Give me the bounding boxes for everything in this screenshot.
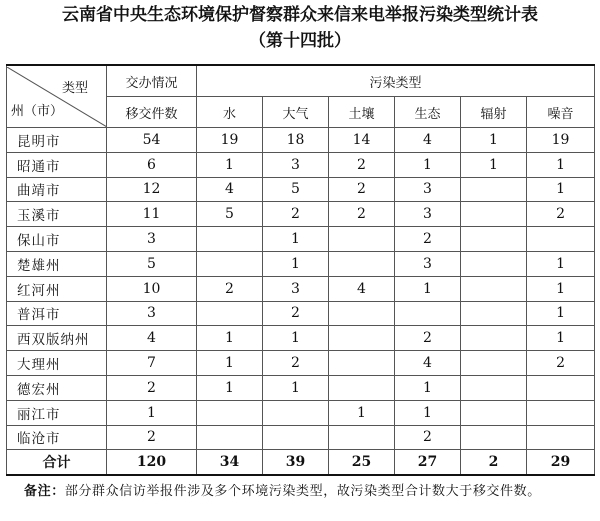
city-cell: 普洱市 [7, 301, 107, 326]
value-cell: 1 [527, 301, 595, 326]
value-cell [329, 425, 395, 450]
value-cell: 3 [395, 202, 461, 227]
city-cell: 红河州 [7, 276, 107, 301]
page-subtitle: （第十四批） [249, 31, 351, 51]
value-cell: 54 [107, 128, 197, 153]
value-cell: 12 [107, 177, 197, 202]
value-cell [461, 326, 527, 351]
value-cell: 7 [107, 351, 197, 376]
column-header-water: 水 [197, 97, 263, 128]
city-cell: 西双版纳州 [7, 326, 107, 351]
value-cell: 2 [107, 425, 197, 450]
value-cell: 4 [329, 276, 395, 301]
value-cell: 5 [107, 251, 197, 276]
city-cell: 昆明市 [7, 128, 107, 153]
value-cell [263, 400, 329, 425]
column-header-air: 大气 [263, 97, 329, 128]
group-header-pollution: 污染类型 [197, 65, 595, 97]
value-cell [461, 276, 527, 301]
total-label: 合计 [7, 450, 107, 476]
table-row [7, 375, 595, 400]
value-cell: 2 [263, 301, 329, 326]
total-cell: 39 [263, 450, 329, 476]
table-row [7, 425, 595, 450]
value-cell: 3 [395, 251, 461, 276]
table-row [7, 326, 595, 351]
table-row [7, 177, 595, 202]
corner-header-cell [7, 65, 107, 128]
group-header-transfer: 交办情况 [107, 65, 197, 97]
value-cell: 4 [197, 177, 263, 202]
value-cell [329, 351, 395, 376]
value-cell: 2 [329, 152, 395, 177]
value-cell [263, 425, 329, 450]
city-cell: 保山市 [7, 227, 107, 252]
value-cell [329, 326, 395, 351]
value-cell [461, 351, 527, 376]
city-cell: 德宏州 [7, 375, 107, 400]
value-cell: 2 [197, 276, 263, 301]
value-cell: 3 [107, 227, 197, 252]
total-cell: 25 [329, 450, 395, 476]
city-cell: 大理州 [7, 351, 107, 376]
value-cell: 3 [263, 152, 329, 177]
footnote-text: 部分群众信访举报件涉及多个环境污染类型，故污染类型合计数大于移交件数。 [64, 484, 541, 499]
city-cell: 楚雄州 [7, 251, 107, 276]
value-cell: 5 [197, 202, 263, 227]
value-cell: 1 [263, 251, 329, 276]
value-cell [197, 251, 263, 276]
value-cell [461, 177, 527, 202]
value-cell [329, 375, 395, 400]
value-cell: 1 [527, 326, 595, 351]
value-cell: 1 [527, 276, 595, 301]
corner-city-label: 州（市） [11, 103, 64, 119]
value-cell: 1 [395, 152, 461, 177]
table-row [7, 351, 595, 376]
value-cell: 1 [107, 400, 197, 425]
value-cell: 2 [395, 227, 461, 252]
value-cell: 1 [263, 326, 329, 351]
value-cell: 10 [107, 276, 197, 301]
value-cell [197, 227, 263, 252]
city-cell: 临沧市 [7, 425, 107, 450]
total-cell: 27 [395, 450, 461, 476]
value-cell: 1 [197, 351, 263, 376]
value-cell: 1 [461, 152, 527, 177]
value-cell [461, 400, 527, 425]
value-cell [461, 375, 527, 400]
value-cell: 1 [527, 251, 595, 276]
value-cell: 18 [263, 128, 329, 153]
city-cell: 丽江市 [7, 400, 107, 425]
value-cell: 3 [107, 301, 197, 326]
value-cell [197, 400, 263, 425]
value-cell: 1 [263, 375, 329, 400]
value-cell: 2 [395, 425, 461, 450]
table-row [7, 276, 595, 301]
value-cell: 4 [395, 128, 461, 153]
total-cell: 120 [107, 450, 197, 476]
value-cell [329, 227, 395, 252]
footnote-label: 备注： [24, 484, 65, 499]
value-cell [461, 251, 527, 276]
value-cell: 5 [263, 177, 329, 202]
table-row [7, 251, 595, 276]
column-header-ecology: 生态 [395, 97, 461, 128]
value-cell: 1 [527, 152, 595, 177]
value-cell [461, 227, 527, 252]
value-cell [527, 375, 595, 400]
table-row [7, 202, 595, 227]
total-cell: 2 [461, 450, 527, 476]
value-cell: 1 [197, 375, 263, 400]
total-cell: 34 [197, 450, 263, 476]
table-row [7, 152, 595, 177]
value-cell: 2 [395, 326, 461, 351]
city-cell: 曲靖市 [7, 177, 107, 202]
page-title: 云南省中央生态环境保护督察群众来信来电举报污染类型统计表 [62, 5, 538, 25]
value-cell: 2 [329, 202, 395, 227]
value-cell: 11 [107, 202, 197, 227]
footnote [24, 482, 594, 502]
value-cell: 2 [263, 202, 329, 227]
value-cell [329, 301, 395, 326]
value-cell: 4 [395, 351, 461, 376]
value-cell [527, 227, 595, 252]
total-row [7, 450, 595, 476]
column-header-soil: 土壤 [329, 97, 395, 128]
value-cell: 4 [107, 326, 197, 351]
value-cell: 19 [527, 128, 595, 153]
value-cell [527, 425, 595, 450]
value-cell: 1 [197, 326, 263, 351]
column-header-radiation: 辐射 [461, 97, 527, 128]
value-cell: 1 [329, 400, 395, 425]
value-cell: 2 [263, 351, 329, 376]
value-cell: 2 [329, 177, 395, 202]
value-cell: 2 [527, 351, 595, 376]
value-cell [197, 301, 263, 326]
value-cell: 1 [263, 227, 329, 252]
value-cell [461, 425, 527, 450]
city-cell: 昭通市 [7, 152, 107, 177]
value-cell: 19 [197, 128, 263, 153]
value-cell: 3 [395, 177, 461, 202]
value-cell [395, 301, 461, 326]
column-header-transfer-count: 移交件数 [107, 97, 197, 128]
value-cell: 1 [395, 375, 461, 400]
value-cell [461, 202, 527, 227]
value-cell: 1 [395, 400, 461, 425]
value-cell [197, 425, 263, 450]
corner-type-label: 类型 [61, 80, 88, 96]
value-cell: 1 [395, 276, 461, 301]
value-cell: 6 [107, 152, 197, 177]
value-cell [329, 251, 395, 276]
value-cell: 1 [527, 177, 595, 202]
total-cell: 29 [527, 450, 595, 476]
table-row [7, 227, 595, 252]
city-cell: 玉溪市 [7, 202, 107, 227]
table-row [7, 128, 595, 153]
statistics-table [6, 64, 595, 476]
value-cell: 2 [527, 202, 595, 227]
value-cell [527, 400, 595, 425]
table-row [7, 400, 595, 425]
value-cell: 3 [263, 276, 329, 301]
value-cell [461, 301, 527, 326]
table-row [7, 301, 595, 326]
value-cell: 1 [461, 128, 527, 153]
column-header-noise: 噪音 [527, 97, 595, 128]
value-cell: 2 [107, 375, 197, 400]
value-cell: 14 [329, 128, 395, 153]
value-cell: 1 [197, 152, 263, 177]
